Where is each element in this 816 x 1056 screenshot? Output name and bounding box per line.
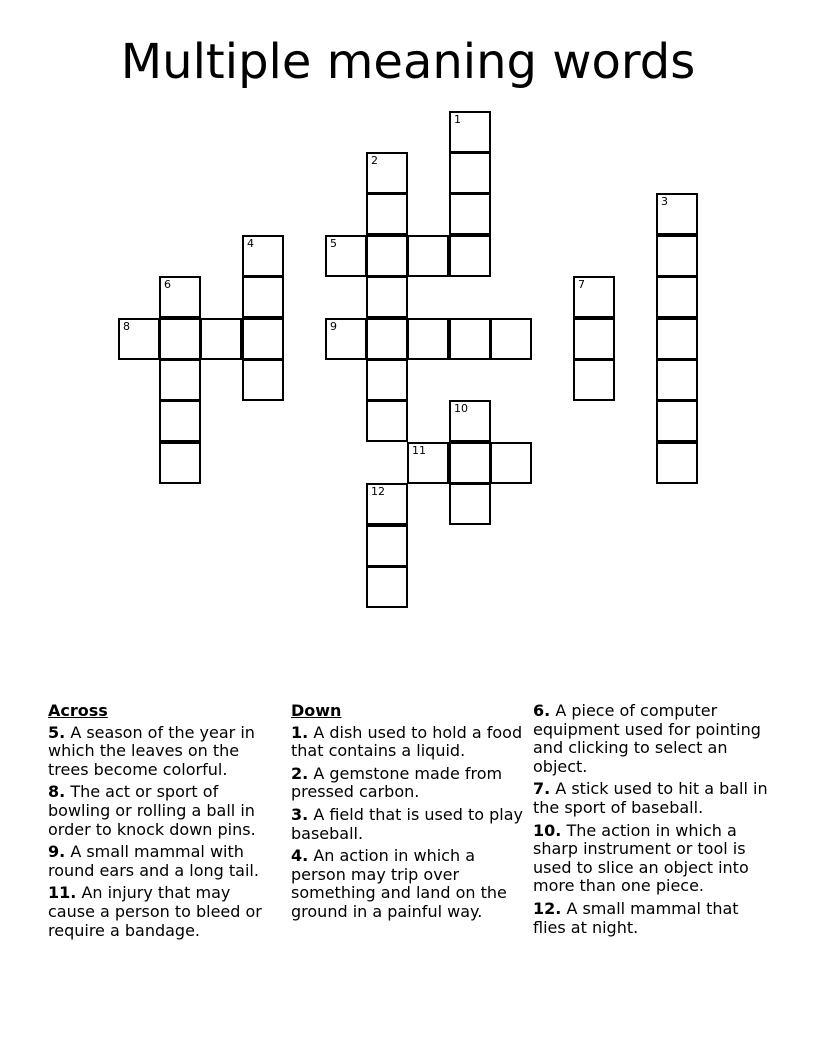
clue-text: A field that is used to play baseball.	[291, 804, 523, 843]
clue-item	[48, 783, 280, 839]
grid-cell[interactable]	[573, 359, 615, 401]
clue-text: An action in which a person may trip over something and land on the ground in a painful way.	[291, 846, 507, 921]
clue-num: 10.	[533, 820, 562, 840]
clue-number: 6	[164, 278, 171, 291]
grid-cell[interactable]	[159, 400, 201, 442]
grid-cell-3[interactable]	[656, 193, 698, 235]
grid-cell[interactable]	[366, 525, 408, 567]
clue-number: 4	[247, 237, 254, 250]
clue-text: A small mammal with round ears and a long tail.	[48, 842, 259, 880]
clue-item	[48, 843, 280, 880]
clue-text: An injury that may cause a person to bleed or require a bandage.	[48, 883, 262, 940]
grid-cell[interactable]	[656, 235, 698, 277]
clue-text: The act or sport of bowling or rolling a ball in order to knock down pins.	[48, 782, 256, 839]
grid-cell[interactable]	[407, 318, 449, 360]
clue-number: 3	[661, 195, 668, 208]
clue-number: 1	[454, 113, 461, 126]
grid-cell[interactable]	[490, 442, 532, 484]
clue-item	[291, 847, 527, 921]
grid-cell-10[interactable]	[449, 400, 491, 442]
grid-cell[interactable]	[656, 359, 698, 401]
grid-cell[interactable]	[449, 483, 491, 525]
grid-cell[interactable]	[449, 318, 491, 360]
grid-cell[interactable]	[242, 318, 284, 360]
clue-item	[291, 724, 527, 761]
grid-cell-11[interactable]	[407, 442, 449, 484]
clue-num: 5.	[48, 722, 66, 742]
clue-item	[48, 884, 280, 940]
grid-cell[interactable]	[656, 400, 698, 442]
grid-cell[interactable]	[242, 276, 284, 318]
page-title: Multiple meaning words	[120, 34, 696, 90]
grid-cell[interactable]	[656, 442, 698, 484]
grid-cell[interactable]	[242, 359, 284, 401]
grid-cell[interactable]	[656, 276, 698, 318]
clue-num: 8.	[48, 782, 66, 802]
clue-text: A season of the year in which the leaves on the trees become colorful.	[48, 722, 255, 779]
grid-cell[interactable]	[449, 442, 491, 484]
clue-number: 10	[454, 402, 468, 415]
grid-cell-12[interactable]	[366, 483, 408, 525]
clue-number: 8	[123, 320, 130, 333]
grid-cell-5[interactable]	[325, 235, 367, 277]
clue-number: 2	[371, 154, 378, 167]
clue-num: 11.	[48, 883, 77, 903]
clue-num: 9.	[48, 842, 66, 862]
grid-cell[interactable]	[449, 152, 491, 194]
grid-cell-2[interactable]	[366, 152, 408, 194]
clue-text: A small mammal that flies at night.	[533, 898, 739, 937]
down-heading: Down	[291, 701, 342, 720]
grid-cell[interactable]	[656, 318, 698, 360]
clue-text: A dish used to hold a food that contains a liquid.	[291, 722, 523, 761]
clue-number: 12	[371, 485, 385, 498]
down-clues	[291, 702, 527, 926]
clue-text: A stick used to hit a ball in the sport of baseball.	[533, 779, 768, 817]
grid-cell[interactable]	[366, 318, 408, 360]
clue-item	[533, 702, 773, 776]
clue-num: 3.	[291, 804, 309, 824]
clue-item	[533, 822, 773, 896]
down-clues-continued	[533, 702, 773, 941]
grid-cell[interactable]	[407, 235, 449, 277]
across-clues	[48, 702, 280, 944]
grid-cell-7[interactable]	[573, 276, 615, 318]
clue-num: 6.	[533, 701, 551, 720]
grid-cell-9[interactable]	[325, 318, 367, 360]
grid-cell[interactable]	[573, 318, 615, 360]
grid-cell[interactable]	[200, 318, 242, 360]
clue-item	[533, 780, 773, 817]
grid-cell[interactable]	[159, 318, 201, 360]
clue-number: 5	[330, 237, 337, 250]
clue-number: 7	[578, 278, 585, 291]
across-heading: Across	[48, 701, 108, 720]
grid-cell[interactable]	[366, 235, 408, 277]
clue-item	[291, 765, 527, 802]
grid-cell-8[interactable]	[118, 318, 160, 360]
grid-cell[interactable]	[366, 276, 408, 318]
clue-number: 9	[330, 320, 337, 333]
clue-item	[48, 724, 280, 780]
grid-cell[interactable]	[490, 318, 532, 360]
grid-cell[interactable]	[159, 442, 201, 484]
grid-cell[interactable]	[366, 359, 408, 401]
clue-text: The action in which a sharp instrument or tool is used to slice an object into more than one piece.	[533, 820, 749, 896]
grid-cell[interactable]	[366, 566, 408, 608]
grid-cell-6[interactable]	[159, 276, 201, 318]
clue-text: A piece of computer equipment used for pointing and clicking to select an object.	[533, 701, 761, 776]
clue-num: 7.	[533, 779, 551, 799]
grid-cell[interactable]	[159, 359, 201, 401]
clue-number: 11	[412, 444, 426, 457]
grid-cell[interactable]	[366, 193, 408, 235]
grid-cell-4[interactable]	[242, 235, 284, 277]
grid-cell[interactable]	[366, 400, 408, 442]
grid-cell[interactable]	[449, 235, 491, 277]
clue-item	[533, 900, 773, 937]
clue-num: 1.	[291, 722, 309, 742]
clue-num: 2.	[291, 763, 309, 783]
clue-num: 4.	[291, 846, 309, 866]
grid-cell[interactable]	[449, 193, 491, 235]
clue-text: A gemstone made from pressed carbon.	[291, 763, 503, 802]
grid-cell-1[interactable]	[449, 111, 491, 153]
clue-num: 12.	[533, 898, 562, 918]
clue-item	[291, 806, 527, 843]
